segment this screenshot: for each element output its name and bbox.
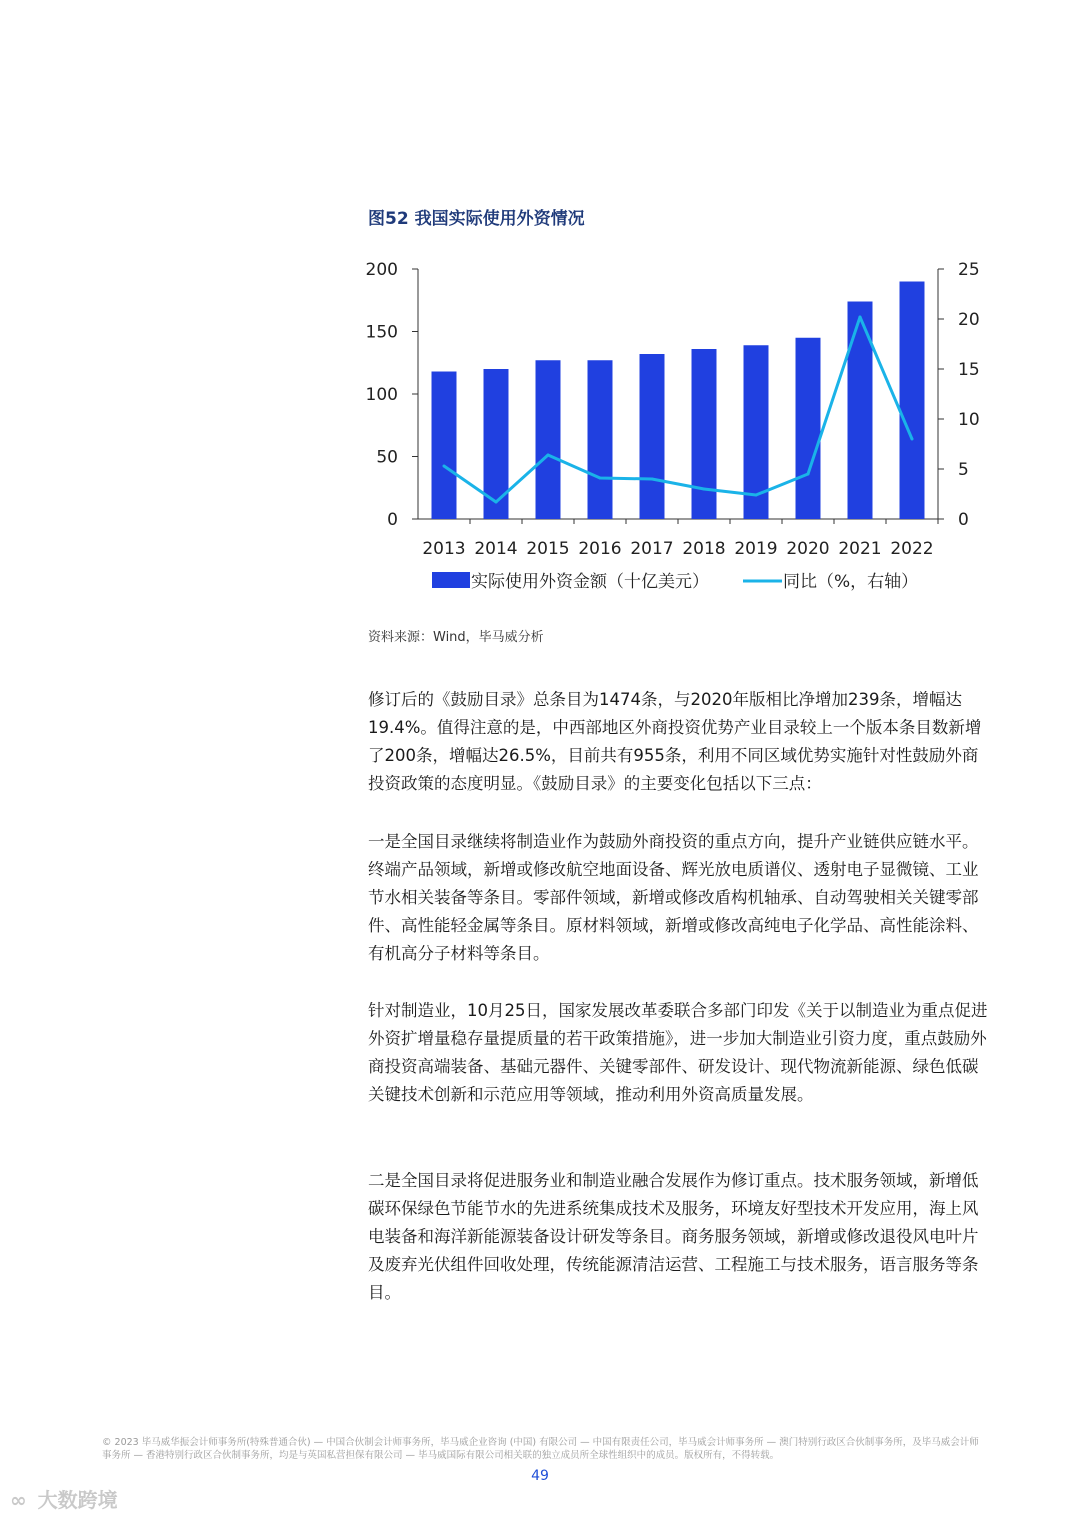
x-tick-label: 2015: [526, 539, 570, 559]
yoy-point-2018: [703, 488, 706, 491]
bar-2020: [796, 338, 821, 519]
x-tick-label: 2022: [890, 539, 934, 559]
bar-2022: [900, 282, 925, 520]
bar-2015: [536, 360, 561, 519]
yoy-point-2020: [807, 473, 810, 476]
legend-bar-swatch: [432, 572, 470, 588]
yoy-point-2022: [911, 438, 914, 441]
yoy-point-2019: [755, 494, 758, 497]
x-tick-label: 2013: [422, 539, 466, 559]
x-tick-label: 2020: [786, 539, 830, 559]
bar-2017: [640, 354, 665, 519]
yoy-point-2015: [547, 454, 550, 457]
bar-2018: [692, 349, 717, 519]
yoy-point-2016: [599, 477, 602, 480]
infinity-logo-icon: ∞: [10, 1488, 27, 1512]
body-paragraph-1: 修订后的《鼓励目录》总条目为1474条，与2020年版相比净增加239条，增幅达19.4%。值得注意的是，中西部地区外商投资优势产业目录较上一个版本条目数新增了200条，增幅达26.5%，目前共有955条，利用不同区域优势实施针对性鼓励外商投资政策的态度明显。《鼓励目录》的主要变化包括以下三点：: [368, 690, 982, 793]
right-tick-label: 0: [958, 510, 969, 530]
left-tick-label: 50: [376, 447, 398, 468]
yoy-growth-line: [444, 317, 912, 502]
left-tick-label: 200: [365, 260, 398, 280]
foreign-investment-chart: [360, 250, 1000, 600]
bar-2016: [588, 360, 613, 519]
legend-bar-label: 实际使用外资金额（十亿美元）: [471, 572, 709, 592]
x-tick-label: 2019: [734, 539, 778, 559]
x-tick-label: 2017: [630, 539, 674, 559]
body-paragraph-4: 二是全国目录将促进服务业和制造业融合发展作为修订重点。技术服务领域，新增低碳环保绿色节能节水的先进系统集成技术及服务，环境友好型技术开发应用，海上风电装备和海洋新能源装备设计研发等条目。商务服务领域，新增或修改退役风电叶片及废弃光伏组件回收处理，传统能源清洁运营、工程施工与技术服务，语言服务等条目。: [368, 1171, 979, 1302]
yoy-point-2017: [651, 478, 654, 481]
left-tick-label: 150: [365, 322, 398, 343]
x-tick-label: 2016: [578, 539, 622, 559]
yoy-point-2014: [495, 501, 498, 504]
body-paragraph-2: 一是全国目录继续将制造业作为鼓励外商投资的重点方向，提升产业链供应链水平。终端产品领域，新增或修改航空地面设备、辉光放电质谱仪、透射电子显微镜、工业节水相关装备等条目。零部件领域，新增或修改盾构机轴承、自动驾驶相关关键零部件、高性能轻金属等条目。原材料领域，新增或修改高纯电子化学品、高性能涂料、有机高分子材料等条目。: [368, 832, 979, 963]
watermark-text: 大数跨境: [37, 1488, 118, 1512]
yoy-point-2013: [443, 465, 446, 468]
left-tick-label: 0: [387, 510, 398, 530]
x-tick-label: 2018: [682, 539, 726, 559]
x-tick-label: 2014: [474, 539, 518, 559]
right-tick-label: 25: [958, 260, 980, 280]
figure-title: 图52 我国实际使用外资情况: [368, 209, 585, 229]
source-note: 资料来源：Wind，毕马威分析: [368, 630, 544, 645]
left-tick-label: 100: [365, 385, 398, 405]
watermark: [10, 1484, 118, 1513]
right-tick-label: 15: [958, 360, 980, 380]
right-tick-label: 5: [958, 460, 969, 480]
body-paragraph-3: 针对制造业，10月25日，国家发展改革委联合多部门印发《关于以制造业为重点促进外资扩增量稳存量提质量的若干政策措施》，进一步加大制造业引资力度，重点鼓励外商投资高端装备、基础元器件、关键零部件、研发设计、现代物流新能源、绿色低碳关键技术创新和示范应用等领域，推动利用外资高质量发展。: [368, 1001, 988, 1104]
page-number: 49: [531, 1468, 549, 1484]
x-tick-label: 2021: [838, 539, 882, 559]
bar-2013: [432, 372, 457, 520]
yoy-point-2021: [859, 316, 862, 319]
right-tick-label: 10: [958, 410, 980, 430]
legend-line-label: 同比（%，右轴）: [783, 572, 919, 592]
right-tick-label: 20: [958, 310, 980, 330]
copyright-footer: © 2023 毕马威华振会计师事务所(特殊普通合伙) — 中国合伙制会计师事务所，毕马威企业咨询 (中国) 有限公司 — 中国有限责任公司，毕马威会计师事务所 — 澳门特别行政区合伙制事务所，及毕马威会计师事务所 — 香港特别行政区合伙制事务所，均是与英国私营担保有限公司 — 毕马威国际有限公司相关联的独立成员所全球性组织中的成员。版权所有，不得转载。: [102, 1437, 979, 1461]
